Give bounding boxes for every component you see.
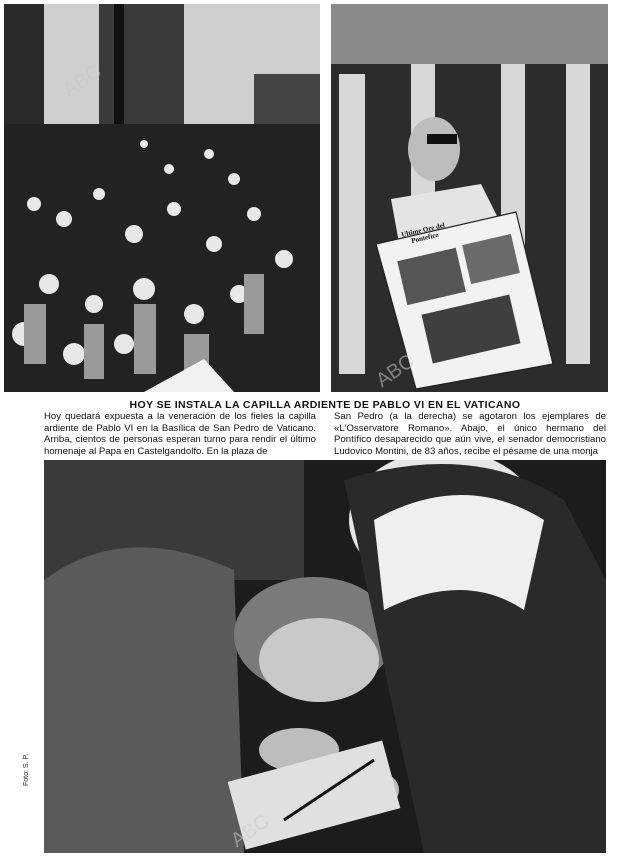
watermark-bottom: ABC [227, 810, 274, 852]
newspaper-headline-in-photo: Ultime Ore del Pontefice [400, 221, 446, 245]
watermark-top-right: ABC [372, 350, 419, 392]
caption-right-column: San Pedro (a la derecha) se agotaron los ejemplares de «L'Osservatore Romano». Abajo, el único hermano del Pontífico desaparecido que aún vive, el senador democristiano Ludovico Montini, de 83 años, recibe el pésame de una monja [334, 411, 606, 457]
caption-left-column: Hoy quedará expuesta a la veneración de los fieles la capilla ardiente de Pablo VI en la Basílica de San Pedro de Vaticano. Arriba, cientos de personas esperan turno para rendir el último homenaje al Papa en Castelgandolfo. En la plaza de [44, 411, 316, 457]
crowd-photo [4, 4, 320, 392]
newspaper-seller-photo [331, 4, 608, 392]
photo-credit: Foto: S. P. [23, 753, 30, 786]
headline: HOY SE INSTALA LA CAPILLA ARDIENTE DE PABLO VI EN EL VATICANO [129, 399, 521, 411]
watermark-top-left: ABC [59, 60, 106, 102]
condolences-photo [44, 460, 606, 853]
